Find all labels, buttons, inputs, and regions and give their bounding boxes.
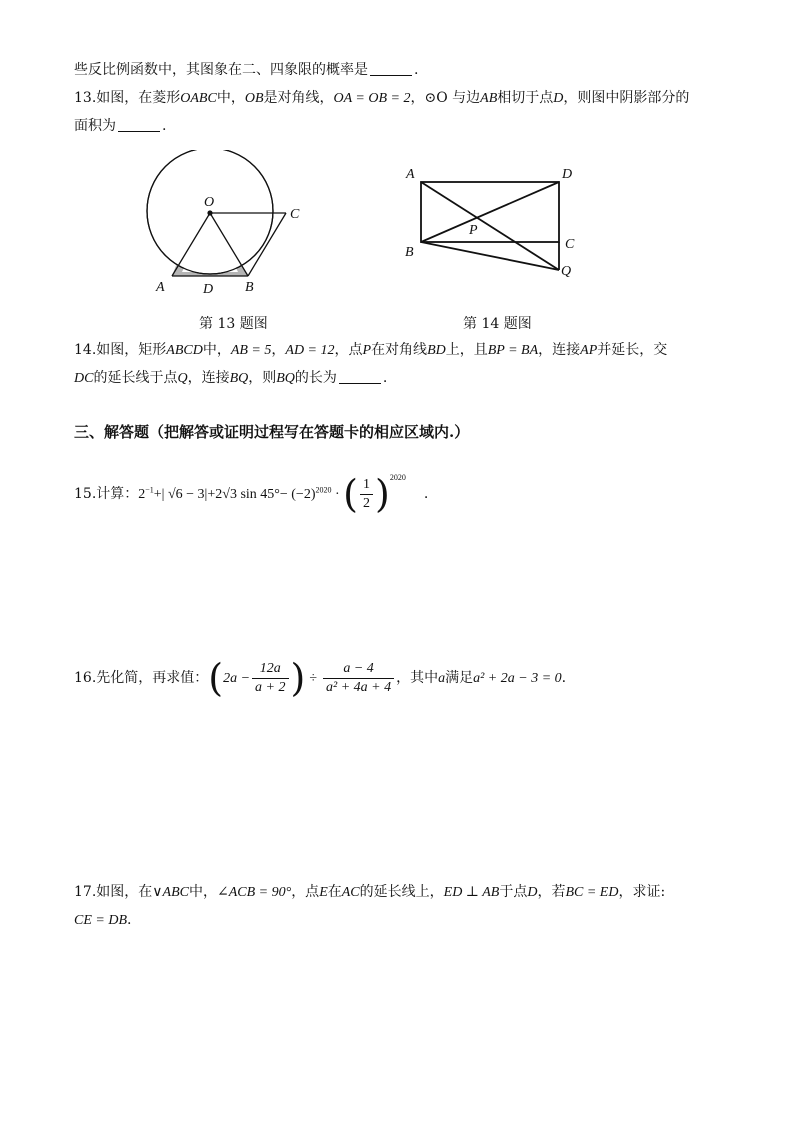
q14-text: ，点 — [334, 342, 363, 358]
period: . — [162, 118, 167, 134]
q17-text: 中， — [188, 884, 217, 900]
label-b: B — [245, 280, 254, 295]
q17-text: ，求证: — [618, 884, 666, 900]
q12-tail-line — [74, 60, 418, 80]
q15-expression: 2 — [138, 487, 146, 502]
q15-label: 计算： — [96, 486, 139, 502]
period: . — [127, 912, 132, 928]
q17-var: AC — [341, 885, 360, 900]
q14-var: BD — [427, 343, 446, 358]
q16-number: 16. — [74, 670, 97, 686]
answer-blank[interactable] — [118, 117, 160, 132]
q16-line: 16.先化简，再求值：(2a − $\frac{12a}{a + 2}$ ) ÷ $\frac{a - 4}{\text{a² + 4a + 4}}$ ，其中a满足a² + 2a − 3 = 0. — [74, 656, 567, 700]
q15-fraction: $\frac{1}{2}$ — [360, 476, 373, 513]
label-a: A — [406, 167, 415, 182]
center-dot — [207, 210, 212, 215]
q16-text: 满足 — [445, 670, 474, 686]
q17-line2 — [74, 910, 131, 931]
q15-dot: · — [331, 487, 344, 502]
q14-text: 在对角线 — [371, 342, 428, 358]
q17-equation: BC = ED — [565, 885, 619, 900]
q13-equation: OA = OB = 2 — [333, 91, 411, 106]
q14-line2 — [74, 368, 387, 389]
answer-blank[interactable] — [339, 369, 381, 384]
label-q: Q — [561, 264, 572, 279]
q14-text: 的长为 — [294, 370, 337, 386]
q14-text: ， — [271, 342, 286, 358]
q13-text: 面积为 — [74, 118, 116, 134]
label-c: C — [565, 237, 575, 252]
q14-var: BQ — [229, 371, 249, 386]
q16-var: a — [438, 671, 446, 686]
q14-var: BQ — [276, 371, 295, 386]
q14-var: Q — [177, 371, 188, 386]
q17-text: 在 — [327, 884, 342, 900]
q13-text: ，则图中阴影部分的 — [563, 90, 690, 106]
q14-text: ，连接 — [187, 370, 230, 386]
fig13-caption: 第 13 题图 — [199, 316, 268, 332]
label-o: O — [204, 195, 215, 210]
q13-text: 是对角线， — [263, 90, 334, 106]
label-a: A — [156, 280, 165, 295]
q16-equation: a² + 2a − 3 = 0 — [473, 671, 562, 686]
q13-var: OABC — [180, 91, 217, 106]
q14-var: ABCD — [166, 343, 203, 358]
q14-text: 如图，矩形 — [96, 342, 167, 358]
q17-var: E — [319, 885, 328, 900]
q17-text: ，若 — [537, 884, 566, 900]
q14-var: DC — [74, 371, 94, 386]
q12-tail-text: 些反比例函数中，其图象在二、四象限的概率是 — [74, 62, 368, 78]
q17-equation: ED ⊥ AB — [443, 885, 500, 900]
q17-equation: ∠ACB = 90° — [216, 885, 292, 900]
label-c: C — [290, 207, 300, 222]
q16-label: 先化简，再求值： — [96, 670, 209, 686]
period: . — [414, 62, 419, 78]
q14-equation: AD = 12 — [285, 343, 335, 358]
q14-text: 上，且 — [445, 342, 488, 358]
q15-exponent: 2020 — [315, 485, 332, 495]
q17-var: D — [527, 885, 538, 900]
q13-number: 13. — [74, 90, 97, 106]
period: . — [423, 486, 429, 502]
q15-number: 15. — [74, 486, 97, 502]
q14-text: 并延长，交 — [597, 342, 668, 358]
q17-text: 如图，在 — [96, 884, 153, 900]
label-d: D — [562, 167, 573, 182]
q14-text: 中， — [202, 342, 231, 358]
q16-divide: ÷ — [309, 671, 318, 686]
section-heading: 三、解答题（把解答或证明过程写在答题卡的相应区域内.） — [74, 423, 470, 441]
q14-line1 — [74, 340, 667, 361]
q13-line1 — [74, 88, 689, 109]
label-p: P — [469, 223, 478, 238]
q17-equation: CE = DB — [74, 913, 127, 928]
q13-var: D — [553, 91, 564, 106]
q17-number: 17. — [74, 884, 97, 900]
q14-equation: AB = 5 — [230, 343, 272, 358]
figure-14 — [400, 160, 590, 285]
q17-text: 于点 — [499, 884, 528, 900]
fig14-caption: 第 14 题图 — [463, 316, 532, 332]
label-d: D — [203, 282, 214, 297]
q15-expression: +| √6 − 3|+2√3 sin 45°− (−2) — [153, 487, 316, 502]
q14-text: 的延长线于点 — [93, 370, 178, 386]
q14-var: P — [362, 343, 372, 358]
q15-exponent: 2020 — [389, 473, 406, 482]
q15-exponent: −1 — [145, 485, 154, 495]
q13-line2 — [74, 116, 166, 136]
q13-text: 相切于点 — [497, 90, 554, 106]
answer-blank[interactable] — [370, 61, 412, 76]
q15-line: 15.计算：$2^{-1}+|$ √6 − 3|+2√3 $\sin 45^\circ- (-2)^{2020}$ · ( $\frac{1}{2}$ )$^{2020}$. — [74, 472, 429, 516]
q13-text: 如图，在菱形 — [96, 90, 181, 106]
period: . — [382, 370, 388, 386]
q16-term: 2a − — [223, 671, 251, 686]
period: . — [561, 670, 567, 686]
label-b: B — [405, 245, 414, 260]
q13-text: ，⊙O 与边 — [410, 90, 481, 106]
q14-var: AP — [580, 343, 598, 358]
q14-number: 14. — [74, 342, 97, 358]
q13-text: 中， — [216, 90, 245, 106]
q16-fraction: $\frac{a - 4}{\text{a² + 4a + 4}}$ — [323, 660, 394, 697]
q16-text: ，其中 — [396, 670, 439, 686]
q17-triangle: ∨ABC — [152, 885, 189, 900]
q17-line1 — [74, 882, 665, 903]
diagonal-bd — [421, 182, 559, 242]
q16-fraction: $\frac{12a}{a + 2}$ — [252, 660, 288, 697]
q14-text: ，则 — [248, 370, 277, 386]
q14-equation: BP = BA — [487, 343, 539, 358]
q14-text: ，连接 — [538, 342, 581, 358]
q13-var: OB — [244, 91, 264, 106]
q13-var: AB — [480, 91, 498, 106]
q17-text: ，点 — [291, 884, 320, 900]
q17-text: 的延长线上， — [359, 884, 444, 900]
figure-13 — [140, 150, 310, 300]
